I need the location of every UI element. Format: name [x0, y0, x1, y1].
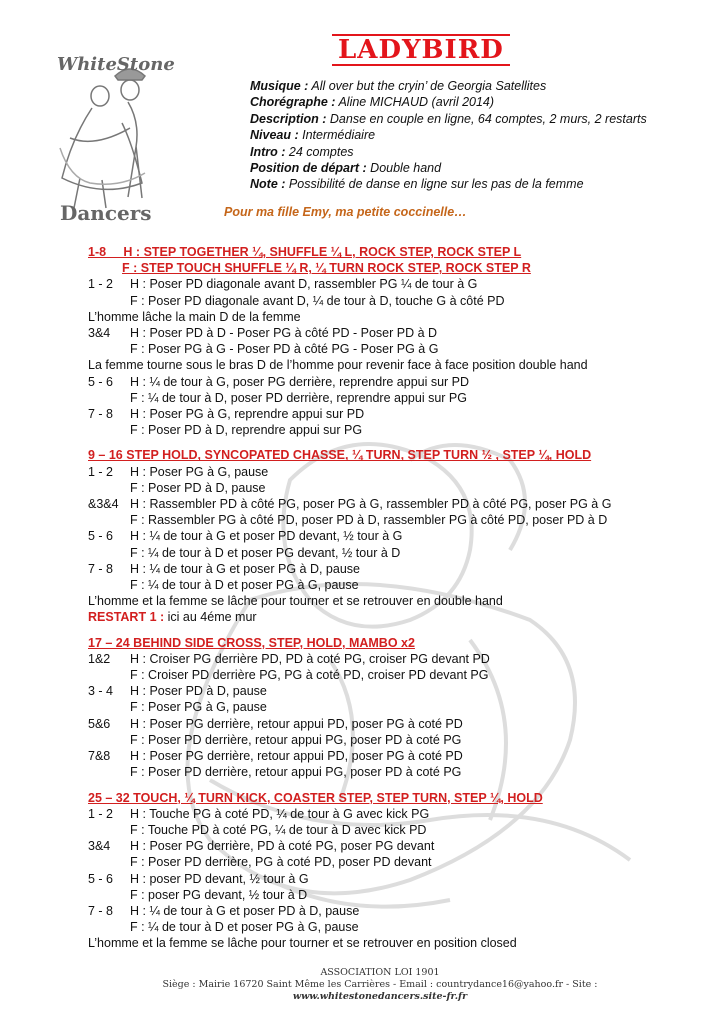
info-value: Double hand — [370, 161, 442, 176]
section-title: 1-8 H : STEP TOGETHER ¼, SHUFFLE ¼ L, ROCK STEP, ROCK STEP L — [88, 245, 522, 259]
step-description: H : ¼ de tour à G, poser PG derrière, reprendre appui sur PD — [130, 374, 470, 389]
dance-title: LADYBIRD — [332, 34, 510, 66]
step-description: F : Poser PD à D, reprendre appui sur PG — [130, 423, 363, 438]
step-description: F : Poser PG à G - Poser PD à côté PG - Poser PG à G — [130, 342, 439, 357]
step-count — [88, 732, 130, 748]
info-label: Position de départ : — [250, 161, 367, 176]
info-line — [250, 111, 647, 127]
step-description: F : Poser PG à G, pause — [130, 700, 267, 715]
step-row — [88, 390, 708, 406]
step-row — [88, 716, 708, 732]
step-count: 1 - 2 — [88, 806, 114, 821]
step-row — [88, 806, 708, 822]
info-line — [250, 160, 647, 176]
step-row — [88, 480, 708, 496]
step-row — [88, 699, 708, 715]
step-row — [88, 667, 708, 683]
info-line — [250, 127, 647, 143]
step-row — [88, 838, 708, 854]
step-description: H : ¼ de tour à G et poser PG à D, pause — [130, 561, 360, 576]
step-description: H : Croiser PG derrière PD, PD à coté PG, croiser PG devant PD — [130, 651, 490, 666]
restart-text: ici au 4éme mur — [164, 610, 257, 625]
step-row — [88, 854, 708, 870]
step-description: F : Poser PD derrière, PG à coté PD, poser PD devant — [130, 855, 432, 870]
step-count — [88, 577, 130, 593]
section-1 — [88, 244, 708, 438]
step-count — [88, 512, 130, 528]
step-description: H : Poser PD à D - Poser PG à côté PD - Poser PD à D — [130, 326, 438, 341]
step-row — [88, 919, 708, 935]
step-count: 7 - 8 — [88, 903, 114, 918]
step-description: H : Poser PG à G, reprendre appui sur PD — [130, 407, 365, 422]
step-row — [88, 935, 708, 951]
step-row — [88, 561, 708, 577]
step-description: H : Rassembler PD à côté PG, poser PG à G, rassembler PD à côté PG, poser PG à G — [130, 497, 612, 512]
step-description: F : Poser PD diagonale avant D, ¼ de tour à D, touche G à côté PD — [130, 293, 505, 308]
section-title: 9 – 16 STEP HOLD, SYNCOPATED CHASSE, ¼ TURN, STEP TURN ½ , STEP ¼, HOLD — [88, 448, 592, 463]
info-label: Description : — [250, 111, 327, 126]
step-row — [88, 309, 708, 325]
step-count — [88, 822, 130, 838]
step-row — [88, 276, 708, 292]
footer — [100, 967, 660, 1003]
step-description: H : Poser PD à D, pause — [130, 684, 267, 699]
step-row — [88, 748, 708, 764]
step-count — [88, 293, 130, 309]
step-description: F : Poser PD derrière, retour appui PG, poser PD à coté PG — [130, 732, 462, 747]
step-count: 1 - 2 — [88, 277, 114, 292]
step-description: H : ¼ de tour à G et poser PD devant, ½ tour à G — [130, 529, 403, 544]
section-4 — [88, 790, 708, 952]
info-value: All over but the cryin’ de Georgia Satellites — [311, 79, 547, 93]
step-description: F : ¼ de tour à D et poser PG devant, ½ tour à D — [130, 545, 401, 560]
step-row — [88, 887, 708, 903]
step-row — [88, 374, 708, 390]
step-count: 3&4 — [88, 326, 111, 341]
section-subtitle: F : STEP TOUCH SHUFFLE ¼ R, ¼ TURN ROCK STEP, ROCK STEP R — [122, 261, 531, 276]
step-description: F : Touche PD à coté PG, ¼ de tour à D avec kick PD — [130, 822, 427, 837]
dedication: Pour ma fille Emy, ma petite coccinelle… — [224, 205, 467, 219]
step-count — [88, 764, 130, 780]
step-count — [88, 480, 130, 496]
info-value: Danse en couple en ligne, 64 comptes, 2 murs, 2 restarts — [329, 111, 647, 126]
step-description: H : Poser PG à G, pause — [130, 464, 269, 479]
step-count: 7 - 8 — [88, 561, 114, 576]
step-row — [88, 732, 708, 748]
step-count: 7&8 — [88, 749, 111, 764]
step-description: H : Poser PG derrière, retour appui PD, poser PG à coté PD — [130, 716, 463, 731]
step-count — [88, 667, 130, 683]
step-count: 7 - 8 — [88, 407, 114, 422]
info-line — [250, 144, 647, 160]
step-count: &3&4 — [88, 497, 119, 512]
info-label: Niveau : — [250, 128, 299, 143]
step-note: L’homme lâche la main D de la femme — [88, 309, 301, 324]
step-description: H : poser PD devant, ½ tour à G — [130, 871, 309, 886]
info-value: Intermédiaire — [302, 128, 376, 143]
step-description: H : Poser PD diagonale avant D, rassembler PG ¼ de tour à G — [130, 277, 478, 292]
info-label: Intro : — [250, 144, 286, 159]
footer-address: Siège : Mairie 16720 Saint Même les Carrières - Email : countrydance16@yahoo.fr - Site : — [162, 979, 598, 990]
info-label: Note : — [250, 177, 286, 192]
restart-label: RESTART 1 : — [88, 610, 165, 625]
step-description: H : Touche PG à coté PD, ¼ de tour à G avec kick PG — [130, 806, 430, 821]
step-row — [88, 822, 708, 838]
section-2 — [88, 447, 708, 625]
step-row — [88, 341, 708, 357]
step-row — [88, 528, 708, 544]
step-row — [88, 764, 708, 780]
step-description: F : ¼ de tour à D et poser PG à G, pause — [130, 920, 359, 935]
step-description: F : Croiser PD derrière PG, PG à coté PD, croiser PD devant PG — [130, 668, 489, 683]
step-description: F : ¼ de tour à D, poser PD derrière, reprendre appui sur PG — [130, 390, 467, 405]
step-count — [88, 545, 130, 561]
step-row — [88, 593, 708, 609]
section-3 — [88, 635, 708, 781]
step-note: La femme tourne sous le bras D de l’homme pour revenir face à face position double hand — [88, 358, 588, 373]
footer-contact — [100, 979, 660, 1003]
step-row — [88, 496, 708, 512]
step-row — [88, 871, 708, 887]
footer-website-link[interactable]: www.whitestonedancers.site-fr.fr — [292, 991, 468, 1002]
logo-text-whitestone: WhiteStone — [57, 54, 175, 75]
step-description: F : poser PG devant, ½ tour à D — [130, 887, 308, 902]
step-row — [88, 293, 708, 309]
info-value: 24 comptes — [288, 144, 354, 159]
step-description: H : Poser PG derrière, retour appui PD, poser PG à coté PD — [130, 749, 463, 764]
step-row — [88, 512, 708, 528]
step-row — [88, 577, 708, 593]
step-count — [88, 341, 130, 357]
info-label: Musique : — [250, 79, 309, 93]
step-count: 1&2 — [88, 651, 111, 666]
info-line — [250, 78, 647, 94]
step-row — [88, 325, 708, 341]
step-description: F : Poser PD derrière, retour appui PG, poser PD à coté PG — [130, 765, 462, 780]
dance-info — [250, 78, 647, 193]
info-value: Possibilité de danse en ligne sur les pas de la femme — [288, 177, 584, 192]
step-row — [88, 422, 708, 438]
step-count — [88, 919, 130, 935]
step-count — [88, 854, 130, 870]
step-row — [88, 903, 708, 919]
step-description: F : Rassembler PG à côté PD, poser PD à D, rassembler PG à côté PD, poser PD à D — [130, 513, 608, 528]
step-row — [88, 464, 708, 480]
step-count: 3 - 4 — [88, 684, 114, 699]
step-count: 5&6 — [88, 716, 111, 731]
step-count: 1 - 2 — [88, 464, 114, 479]
section-title: 25 – 32 TOUCH, ¼ TURN KICK, COASTER STEP, STEP TURN, STEP ¼, HOLD — [88, 790, 543, 805]
section-title: 17 – 24 BEHIND SIDE CROSS, STEP, HOLD, MAMBO x2 — [88, 635, 415, 650]
step-count — [88, 887, 130, 903]
info-value: Aline MICHAUD (avril 2014) — [338, 95, 495, 110]
info-line — [250, 176, 647, 192]
step-count: 3&4 — [88, 839, 111, 854]
footer-association: ASSOCIATION LOI 1901 — [320, 967, 440, 978]
whitestone-dancers-logo — [40, 28, 180, 223]
step-row — [88, 545, 708, 561]
step-note: L’homme et la femme se lâche pour tourner et se retrouver en double hand — [88, 594, 503, 609]
info-line — [250, 94, 647, 110]
info-label: Chorégraphe : — [250, 95, 336, 110]
step-description: H : Poser PG derrière, PD à coté PG, poser PG devant — [130, 839, 435, 854]
step-count — [88, 390, 130, 406]
step-row — [88, 651, 708, 667]
step-count: 5 - 6 — [88, 374, 114, 389]
step-note: L’homme et la femme se lâche pour tourner et se retrouver en position closed — [88, 936, 517, 951]
logo-text-dancers: Dancers — [60, 201, 152, 223]
step-description: F : Poser PD à D, pause — [130, 480, 266, 495]
step-row — [88, 357, 708, 373]
step-description: H : ¼ de tour à G et poser PD à D, pause — [130, 903, 360, 918]
step-row — [88, 406, 708, 422]
step-sheet — [88, 244, 708, 952]
step-row — [88, 683, 708, 699]
step-count: 5 - 6 — [88, 529, 114, 544]
restart-note — [88, 609, 708, 625]
step-count: 5 - 6 — [88, 871, 114, 886]
step-count — [88, 699, 130, 715]
step-count — [88, 422, 130, 438]
step-description: F : ¼ de tour à D et poser PG à G, pause — [130, 578, 359, 593]
